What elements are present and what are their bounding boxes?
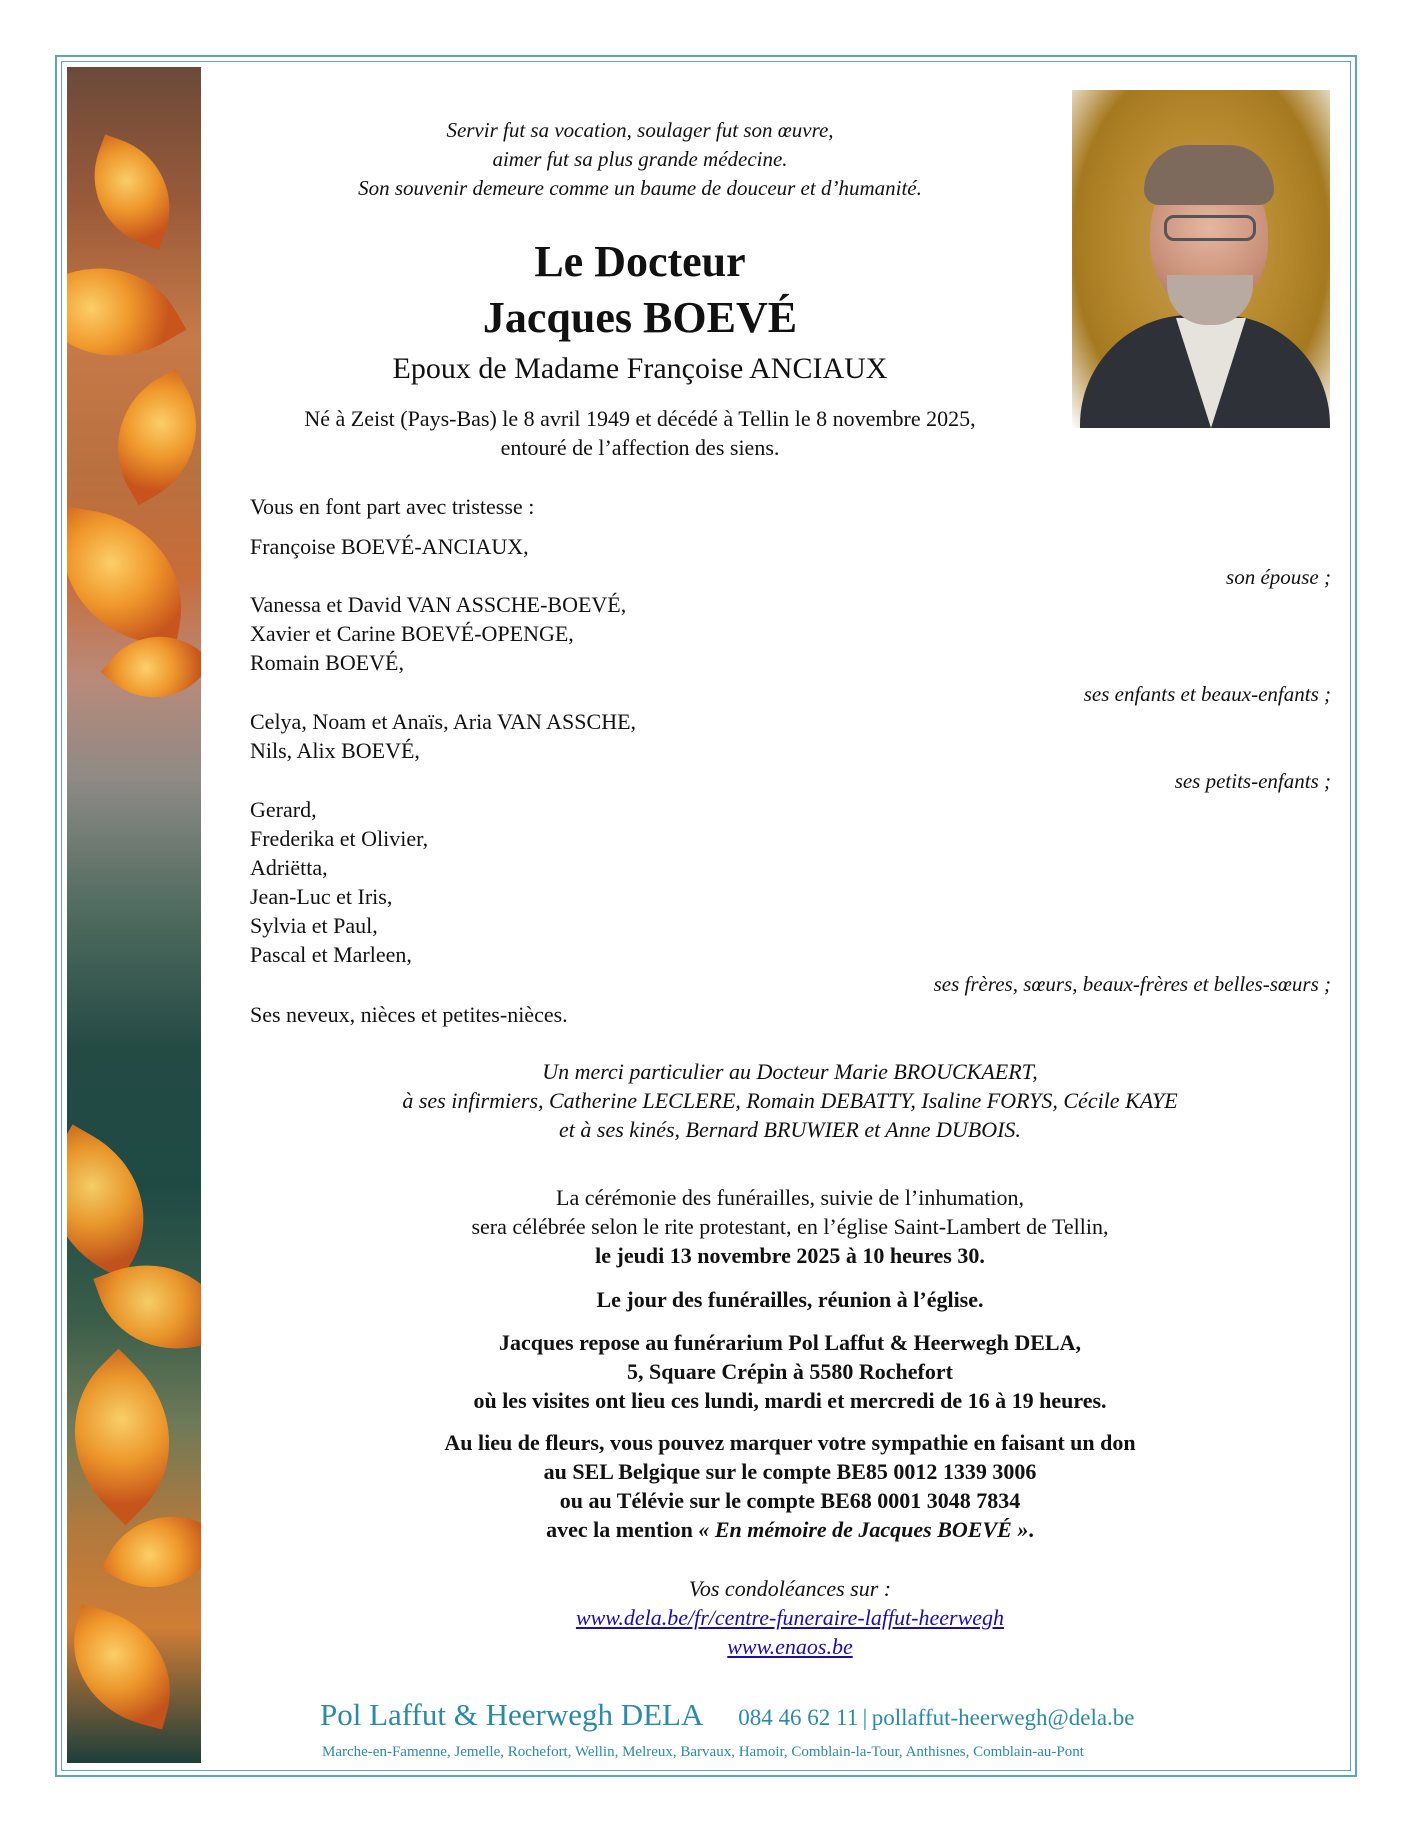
meeting-line: Le jour des funérailles, réunion à l’église. <box>596 1287 984 1312</box>
children-role: ses enfants et beaux-enfants ; <box>1083 682 1331 706</box>
donation-block <box>250 1428 1330 1544</box>
page-title <box>250 234 1030 346</box>
birth-death <box>230 404 1050 462</box>
epigraph-line: aimer fut sa plus grande médecine. <box>492 147 788 171</box>
title-line-1: Le Docteur <box>534 237 746 286</box>
condolences-label: Vos condoléances sur : <box>688 1576 892 1601</box>
donation-line-4 <box>250 1515 1330 1544</box>
family-name: Sylvia et Paul, <box>250 913 378 938</box>
footer-brand-name: Pol Laffut & Heerwegh DELA <box>320 1697 704 1732</box>
family-name: Pascal et Marleen, <box>250 942 412 967</box>
thanks-line: et à ses kinés, Bernard BRUWIER et Anne DUBOIS. <box>559 1117 1021 1142</box>
footer-phone: 084 46 62 11 <box>738 1705 859 1730</box>
epigraph <box>250 116 1030 203</box>
spouse-line: Epoux de Madame Françoise ANCIAUX <box>392 352 888 385</box>
thanks-block <box>250 1057 1330 1144</box>
family-name: Françoise BOEVÉ-ANCIAUX, <box>250 534 529 559</box>
donation-line-3: ou au Télévie sur le compte BE68 0001 3048 7834 <box>559 1488 1021 1513</box>
donation-mention: « En mémoire de Jacques BOEVÉ » <box>698 1517 1029 1542</box>
rest-line-2: 5, Square Crépin à 5580 Rochefort <box>627 1359 953 1384</box>
family-name: Nils, Alix BOEVÉ, <box>250 738 420 763</box>
footer-email: pollaffut-heerwegh@dela.be <box>871 1705 1135 1730</box>
spouse-role: son épouse ; <box>1226 565 1331 589</box>
donation-line-1: Au lieu de fleurs, vous pouvez marquer votre sympathie en faisant un don <box>444 1430 1136 1455</box>
donation-prefix: avec la mention <box>546 1517 699 1542</box>
birth-death-line-2: entouré de l’affection des siens. <box>500 435 780 460</box>
family-name: Romain BOEVÉ, <box>250 650 404 675</box>
thanks-line: à ses infirmiers, Catherine LECLERE, Romain DEBATTY, Isaline FORYS, Cécile KAYE <box>402 1088 1178 1113</box>
grandchildren-names <box>250 707 636 765</box>
condolences-block <box>250 1574 1330 1661</box>
donation-line-2: au SEL Belgique sur le compte BE85 0012 1339 3006 <box>543 1459 1037 1484</box>
thanks-line: Un merci particulier au Docteur Marie BROUCKAERT, <box>542 1059 1038 1084</box>
epigraph-line: Son souvenir demeure comme un baume de douceur et d’humanité. <box>358 176 922 200</box>
epigraph-line: Servir fut sa vocation, soulager fut son œuvre, <box>446 118 834 142</box>
rest-line-3: où les visites ont lieu ces lundi, mardi et mercredi de 16 à 19 heures. <box>473 1388 1107 1413</box>
ceremony-line-2: sera célébrée selon le rite protestant, en l’église Saint-Lambert de Tellin, <box>471 1214 1109 1239</box>
siblings-role: ses frères, sœurs, beaux-frères et belles-sœurs ; <box>933 972 1331 996</box>
autumn-leaves-image <box>67 67 201 1763</box>
deceased-portrait <box>1072 90 1330 428</box>
birth-death-line-1: Né à Zeist (Pays-Bas) le 8 avril 1949 et décédé à Tellin le 8 novembre 2025, <box>304 406 976 431</box>
donation-suffix: . <box>1028 1517 1034 1542</box>
ceremony-block <box>250 1183 1330 1270</box>
family-name: Gerard, <box>250 797 317 822</box>
siblings-names <box>250 795 428 969</box>
ceremony-date: le jeudi 13 novembre 2025 à 10 heures 30. <box>595 1243 985 1268</box>
other-relatives: Ses neveux, nièces et petites-nièces. <box>250 1002 568 1027</box>
ceremony-line-1: La cérémonie des funérailles, suivie de l’inhumation, <box>556 1185 1024 1210</box>
footer-brand-bar <box>320 1697 1135 1733</box>
enaos-link[interactable]: www.enaos.be <box>727 1634 853 1659</box>
title-line-2: Jacques BOEVÉ <box>482 293 798 342</box>
footer-separator: | <box>862 1705 868 1730</box>
family-name: Adriëtta, <box>250 855 328 880</box>
family-name: Vanessa et David VAN ASSCHE-BOEVÉ, <box>250 592 627 617</box>
family-name: Xavier et Carine BOEVÉ-OPENGE, <box>250 621 574 646</box>
children-names <box>250 590 626 677</box>
rest-block <box>250 1328 1330 1415</box>
family-name: Frederika et Olivier, <box>250 826 429 851</box>
intro-text: Vous en font part avec tristesse : <box>250 494 535 519</box>
family-name: Jean-Luc et Iris, <box>250 884 393 909</box>
dela-condolence-link[interactable]: www.dela.be/fr/centre-funeraire-laffut-heerwegh <box>575 1605 1005 1630</box>
grandchildren-role: ses petits-enfants ; <box>1174 769 1331 793</box>
spouse-names <box>250 532 529 561</box>
family-name: Celya, Noam et Anaïs, Aria VAN ASSCHE, <box>250 709 637 734</box>
rest-line-1: Jacques repose au funérarium Pol Laffut & Heerwegh DELA, <box>499 1330 1081 1355</box>
footer-towns: Marche-en-Famenne, Jemelle, Rochefort, Wellin, Melreux, Barvaux, Hamoir, Comblain-la-Tour, Anthisnes, Comblain-au-Pont <box>322 1744 1084 1760</box>
